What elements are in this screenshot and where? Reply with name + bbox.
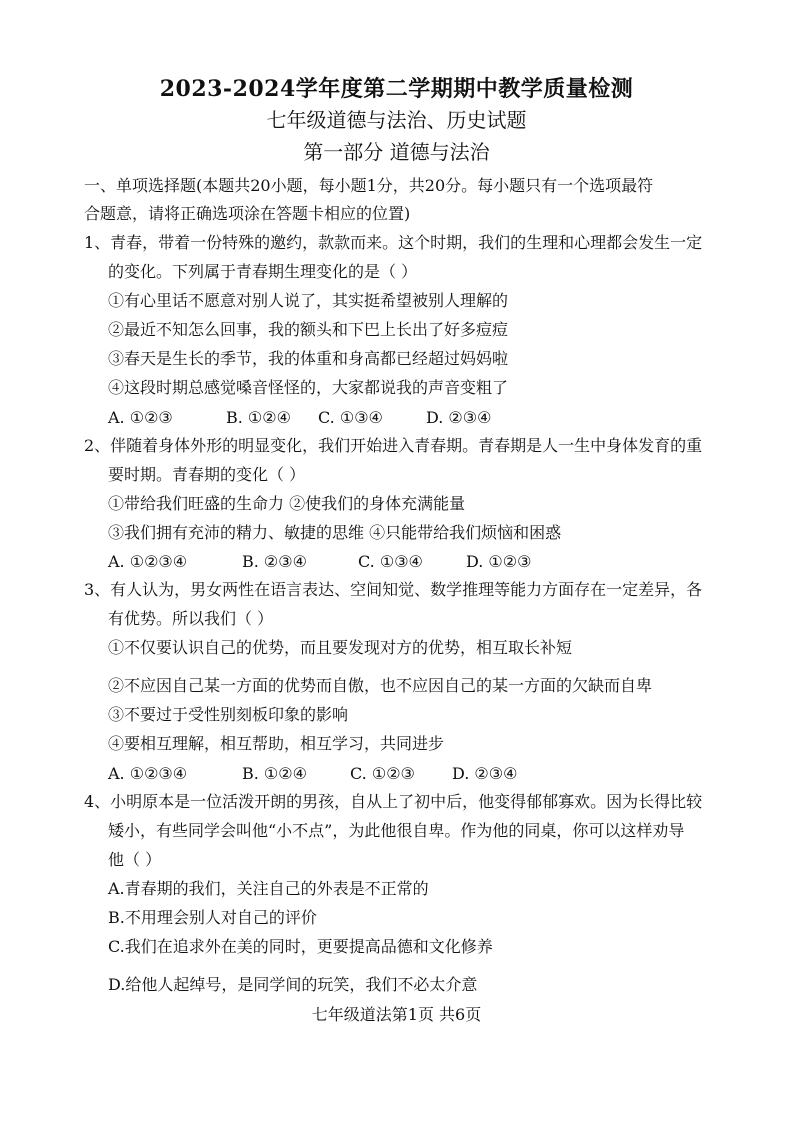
q3-option-c: C. ①②③: [350, 764, 415, 783]
q3-statement-1: ①不仅要认识自己的优势，而且要发现对方的优势，相互取长补短: [108, 638, 573, 657]
q3-option-b: B. ①②④: [242, 764, 307, 783]
q1-option-b: B. ①②④: [226, 408, 291, 427]
q1-statement-1: ①有心里话不愿意对别人说了，其实挺希望被别人理解的: [108, 291, 509, 310]
q1-option-a: A. ①②③: [108, 408, 173, 427]
exam-title: 2023-2024学年度第二学期期中教学质量检测: [159, 76, 634, 102]
q2-statement-2: ③我们拥有充沛的精力、敏捷的思维 ④只能带给我们烦恼和困惑: [108, 523, 562, 542]
q2-option-d: D. ①②③: [466, 552, 532, 571]
q4-option-a: A.青春期的我们，关注自己的外表是不正常的: [108, 879, 429, 898]
q3-stem-line1: 3、有人认为，男女两性在语言表达、空间知觉、数学推理等能力方面存在一定差异，各: [84, 580, 703, 599]
q3-option-a: A. ①②③④: [108, 764, 188, 783]
q4-option-d: D.给他人起绰号，是同学间的玩笑，我们不必太介意: [108, 975, 478, 994]
part-heading: 第一部分 道德与法治: [303, 140, 490, 164]
q2-option-c: C. ①③④: [358, 552, 423, 571]
q2-option-b: B. ②③④: [242, 552, 307, 571]
q1-statement-3: ③春天是生长的季节，我的体重和身高都已经超过妈妈啦: [108, 349, 509, 368]
q1-stem-line2: 的变化。下列属于青春期生理变化的是（ ）: [108, 262, 418, 281]
q1-statement-2: ②最近不知怎么回事，我的额头和下巴上长出了好多痘痘: [108, 320, 509, 339]
q4-stem-line1: 4、小明原本是一位活泼开朗的男孩，自从上了初中后，他变得郁郁寡欢。因为长得比较: [84, 792, 703, 811]
q3-statement-2: ②不应因自己某一方面的优势而自傲，也不应因自己的某一方面的欠缺而自卑: [108, 676, 653, 695]
q1-stem-line1: 1、青春，带着一份特殊的邀约，款款而来。这个时期，我们的生理和心理都会发生一定: [84, 233, 703, 252]
q3-stem-line2: 有优势。所以我们（ ）: [108, 609, 274, 628]
section-instruction-line2: 合题意，请将正确选项涂在答题卡相应的位置): [84, 204, 411, 223]
exam-subtitle: 七年级道德与法治、历史试题: [266, 108, 527, 132]
q2-stem-line1: 2、伴随着身体外形的明显变化，我们开始进入青春期。青春期是人一生中身体发育的重: [84, 436, 703, 455]
q4-stem-line3: 他（ ）: [108, 850, 162, 869]
q2-option-a: A. ①②③④: [108, 552, 188, 571]
q4-stem-line2: 矮小，有些同学会叫他“小不点”，为此他很自卑。作为他的同桌，你可以这样劝导: [108, 821, 685, 840]
page-footer: 七年级道法第1页 共6页: [311, 1005, 482, 1024]
q2-statement-1: ①带给我们旺盛的生命力 ②使我们的身体充满能量: [108, 494, 466, 513]
q3-statement-4: ④要相互理解，相互帮助，相互学习，共同进步: [108, 734, 445, 753]
q3-statement-3: ③不要过于受性别刻板印象的影响: [108, 705, 349, 724]
q1-option-d: D. ②③④: [426, 408, 492, 427]
q1-option-c: C. ①③④: [318, 408, 383, 427]
q3-option-d: D. ②③④: [452, 764, 518, 783]
q2-stem-line2: 要时期。青春期的变化（ ）: [108, 465, 306, 484]
q1-statement-4: ④这段时期总感觉嗓音怪怪的，大家都说我的声音变粗了: [108, 378, 509, 397]
section-instruction-line1: 一、单项选择题(本题共20小题，每小题1分，共20分。每小题只有一个选项最符: [84, 176, 654, 195]
q4-option-b: B.不用理会别人对自己的评价: [108, 908, 317, 927]
q4-option-c: C.我们在追求外在美的同时，更要提高品德和文化修养: [108, 937, 493, 956]
